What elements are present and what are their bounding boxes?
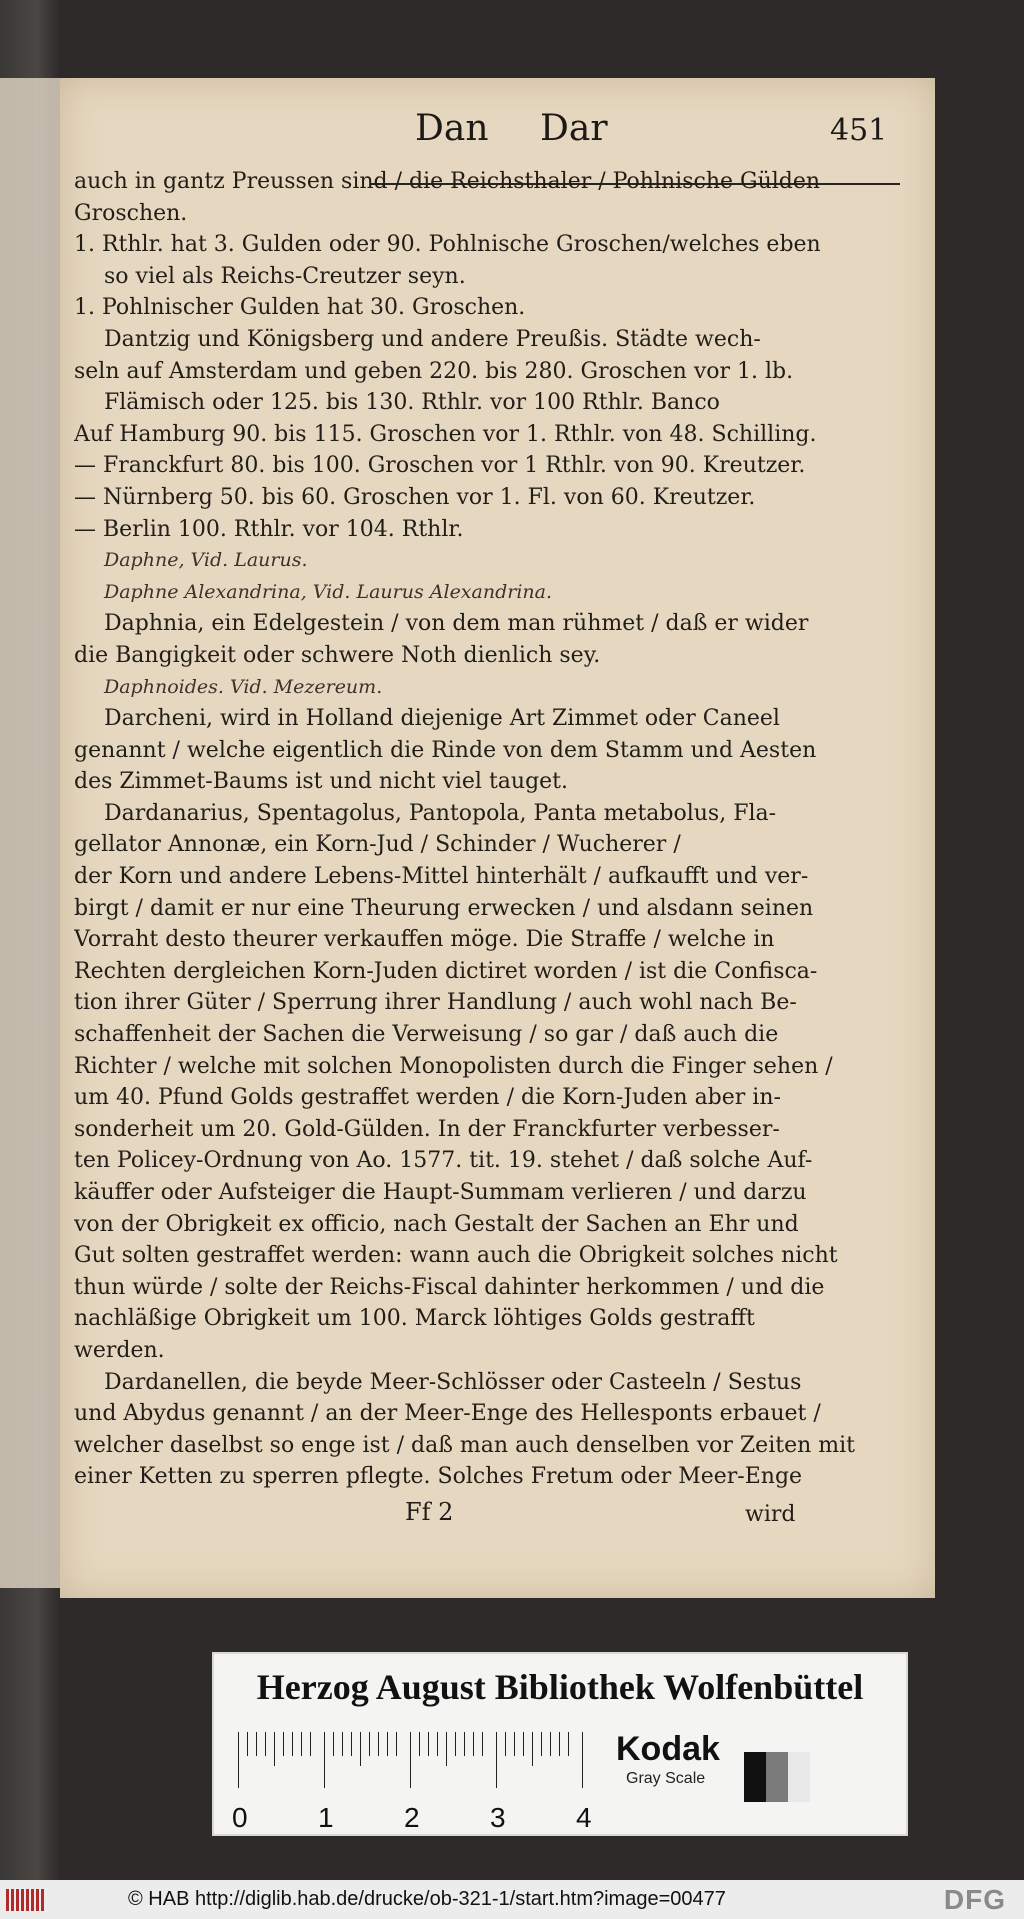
text-line: birgt / damit er nur eine Theurung erwecken / und alsdann seinen <box>74 895 814 921</box>
gray-scale-label: Gray Scale <box>626 1770 706 1787</box>
ruler-tick <box>274 1732 275 1766</box>
ruler-tick <box>387 1732 388 1756</box>
ruler-number: 2 <box>404 1802 420 1833</box>
text-line: 1. Pohlnischer Gulden hat 30. Groschen. <box>74 295 526 321</box>
ruler-tick <box>324 1732 325 1788</box>
ruler-tick <box>378 1732 379 1756</box>
text-line: schaffenheit der Sachen die Verweisung / so gar / daß auch die <box>74 1022 779 1048</box>
ruler-tick <box>464 1732 465 1756</box>
ruler-tick <box>351 1732 352 1756</box>
text-line: sonderheit um 20. Gold-Gülden. In der Franckfurter verbesser- <box>74 1116 780 1142</box>
ruler-tick <box>582 1732 583 1788</box>
ruler-tick <box>505 1732 506 1756</box>
text-line: Dantzig und Königsberg und andere Preußis. Städte wech- <box>104 326 761 352</box>
swatch-gray <box>766 1752 788 1802</box>
book-page <box>60 78 935 1598</box>
text-line: Richter / welche mit solchen Monopolisten durch die Finger sehen / <box>74 1053 833 1079</box>
text-line: Dardanellen, die beyde Meer-Schlösser oder Casteeln / Sestus <box>104 1369 802 1395</box>
copyright-link[interactable]: © HAB http://diglib.hab.de/drucke/ob-321-1/start.htm?image=00477 <box>128 1888 726 1910</box>
ruler-tick <box>256 1732 257 1756</box>
text-line: und Abydus genannt / an der Meer-Enge des Hellesponts erbauet / <box>74 1401 821 1427</box>
text-line: der Korn und andere Lebens-Mittel hinterhält / aufkaufft und ver- <box>74 864 809 890</box>
text-line: gellator Annonæ, ein Korn-Jud / Schinder / Wucherer / <box>74 832 681 858</box>
text-line: die Bangigkeit oder schwere Noth dienlich sey. <box>74 642 601 668</box>
ruler-tick <box>360 1732 361 1766</box>
color-reference-card <box>212 1652 908 1836</box>
text-line: des Zimmet-Baums ist und nicht viel tauget. <box>74 769 569 795</box>
ruler-tick <box>446 1732 447 1766</box>
text-line: Flämisch oder 125. bis 130. Rthlr. vor 100 Rthlr. Banco <box>104 390 720 416</box>
text-line: Gut solten gestraffet werden: wann auch die Obrigkeit solches nicht <box>74 1243 838 1269</box>
dfg-logo: DFG <box>943 1884 1006 1915</box>
text-line: tion ihrer Güter / Sperrung ihrer Handlung / auch wohl nach Be- <box>74 990 797 1016</box>
header-left: Dan <box>415 108 489 149</box>
text-line: Vorraht desto theurer verkauffen möge. Die Straffe / welche in <box>74 927 775 953</box>
ruler-tick <box>238 1732 239 1788</box>
ruler-tick <box>568 1732 569 1756</box>
ruler-tick <box>523 1732 524 1756</box>
ruler-tick <box>396 1732 397 1756</box>
signature-mark: Ff 2 <box>405 1498 454 1526</box>
ruler-tick <box>247 1732 248 1756</box>
ruler-number: 0 <box>232 1802 248 1833</box>
ruler-tick <box>410 1732 411 1788</box>
footer-bar <box>0 1880 1024 1919</box>
swatch-black <box>744 1752 766 1802</box>
text-line: — Berlin 100. Rthlr. vor 104. Rthlr. <box>74 516 464 542</box>
catchword: wird <box>745 1502 796 1527</box>
barcode-icon <box>6 1889 46 1911</box>
ruler-tick <box>473 1732 474 1756</box>
text-line: genannt / welche eigentlich die Rinde von dem Stamm und Aesten <box>74 737 817 763</box>
text-line: Darcheni, wird in Holland diejenige Art Zimmet oder Caneel <box>104 706 780 732</box>
ruler-tick <box>550 1732 551 1756</box>
ruler-tick <box>419 1732 420 1756</box>
ruler-tick <box>283 1732 284 1756</box>
text-line: thun würde / solte der Reichs-Fiscal dahinter herkommen / und die <box>74 1274 825 1300</box>
ruler-tick <box>455 1732 456 1756</box>
ruler-number: 4 <box>576 1802 592 1833</box>
text-line: Daphnoides. Vid. Mezereum. <box>104 675 383 698</box>
library-name: Herzog August Bibliothek Wolfenbüttel <box>256 1667 864 1707</box>
ruler-tick <box>514 1732 515 1756</box>
text-line: — Franckfurt 80. bis 100. Groschen vor 1 Rthlr. von 90. Kreutzer. <box>74 453 806 479</box>
ruler-tick <box>559 1732 560 1756</box>
text-line: ten Policey-Ordnung von Ao. 1577. tit. 19. stehet / daß solche Auf- <box>74 1148 813 1174</box>
ruler-tick <box>265 1732 266 1756</box>
text-line: einer Ketten zu sperren pflegte. Solches Fretum oder Meer-Enge <box>74 1464 803 1490</box>
text-line: Daphnia, ein Edelgestein / von dem man rühmet / daß er wider <box>104 611 809 637</box>
ruler-scale <box>232 1732 608 1833</box>
text-line: Daphne Alexandrina, Vid. Laurus Alexandrina. <box>104 580 553 603</box>
ruler-tick <box>310 1732 311 1756</box>
ruler-tick <box>333 1732 334 1756</box>
gray-swatches <box>744 1752 810 1802</box>
ruler-tick <box>541 1732 542 1756</box>
header-right: Dar <box>540 108 608 149</box>
text-line: Rechten dergleichen Korn-Juden dictiret worden / ist die Confisca- <box>74 958 818 984</box>
ruler-tick <box>342 1732 343 1756</box>
swatch-white <box>788 1752 810 1802</box>
text-line: Daphne, Vid. Laurus. <box>104 549 308 572</box>
text-line: von der Obrigkeit ex officio, nach Gestalt der Sachen an Ehr und <box>74 1211 799 1237</box>
ruler-tick <box>496 1732 497 1788</box>
ruler-tick <box>428 1732 429 1756</box>
ruler-tick <box>437 1732 438 1756</box>
text-line: so viel als Reichs-Creutzer seyn. <box>104 263 466 289</box>
text-line: Auf Hamburg 90. bis 115. Groschen vor 1. Rthlr. von 48. Schilling. <box>74 421 817 447</box>
text-line: — Nürnberg 50. bis 60. Groschen vor 1. Fl. von 60. Kreutzer. <box>74 484 756 510</box>
page-text <box>74 166 894 1493</box>
running-header <box>360 108 900 158</box>
ruler-tick <box>369 1732 370 1756</box>
text-line: auch in gantz Preussen sind / die Reichsthaler / Pohlnische Gülden <box>74 169 821 194</box>
text-line: 1. Rthlr. hat 3. Gulden oder 90. Pohlnische Groschen/welches eben <box>74 232 821 258</box>
ruler-tick <box>482 1732 483 1756</box>
text-line: welcher daselbst so enge ist / daß man auch denselben vor Zeiten mit <box>74 1432 855 1458</box>
ruler-tick <box>292 1732 293 1756</box>
kodak-logo: Kodak <box>616 1730 720 1768</box>
text-line: nachläßige Obrigkeit um 100. Marck löhtiges Golds gestrafft <box>74 1306 755 1332</box>
text-line: Groschen. <box>74 200 188 226</box>
text-line: seln auf Amsterdam und geben 220. bis 280. Groschen vor 1. lb. <box>74 358 794 384</box>
text-line: käuffer oder Aufsteiger die Haupt-Summam verlieren / und darzu <box>74 1180 807 1205</box>
ruler-number: 3 <box>490 1802 506 1833</box>
text-line: werden. <box>74 1337 165 1363</box>
ruler-tick <box>301 1732 302 1756</box>
text-line: um 40. Pfund Golds gestraffet werden / die Korn-Juden aber in- <box>74 1085 781 1111</box>
ruler-number: 1 <box>318 1802 334 1833</box>
text-line: Dardanarius, Spentagolus, Pantopola, Panta metabolus, Fla- <box>104 800 777 826</box>
ruler-tick <box>532 1732 533 1766</box>
page-number: 451 <box>830 113 888 148</box>
